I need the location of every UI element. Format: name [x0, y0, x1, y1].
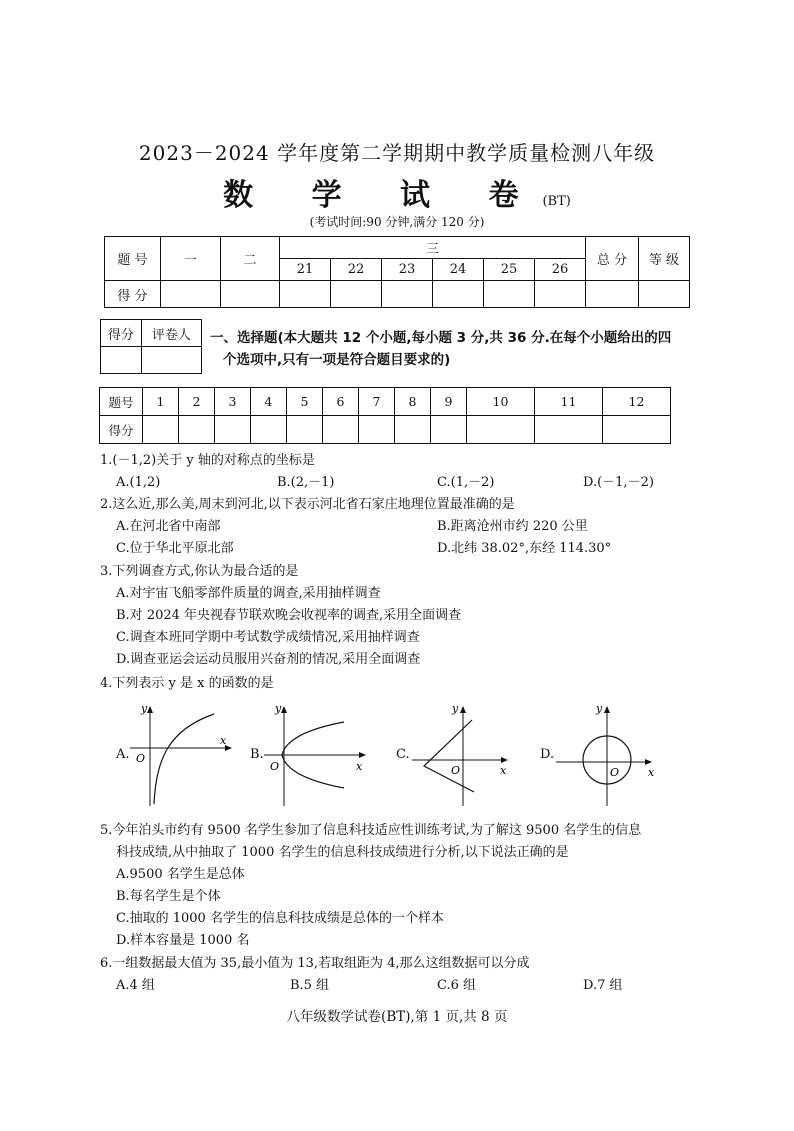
graph-a-y-label: y	[141, 702, 148, 715]
graph-d-origin: O	[610, 766, 620, 779]
section1-line2: 个选项中,只有一项是符合题目要求的)	[223, 352, 451, 368]
answer-cell[interactable]	[251, 416, 287, 444]
section1-line1: 一、选择题(本大题共 12 个小题,每小题 3 分,共 36 分.在每个小题给出的四	[210, 330, 672, 346]
answer-table-number: 9	[431, 388, 467, 416]
score-table-sub-col: 24	[433, 259, 484, 281]
answer-table-number: 12	[602, 388, 670, 416]
question-2-stem: 2.这么近,那么美,周末到河北,以下表示河北省石家庄地理位置最准确的是	[100, 497, 515, 512]
answer-cell[interactable]	[143, 416, 179, 444]
score-cell[interactable]	[161, 281, 221, 308]
question-5-option-c[interactable]: C.抽取的 1000 名学生的信息科技成绩是总体的一个样本	[116, 911, 444, 926]
answer-table-number: 10	[467, 388, 535, 416]
graph-c-y-label: y	[452, 702, 459, 715]
graph-a	[128, 700, 238, 808]
graph-a-origin: O	[136, 752, 146, 765]
answer-table-number: 2	[179, 388, 215, 416]
answer-cell[interactable]	[359, 416, 395, 444]
question-4-option-d[interactable]: D.	[540, 747, 555, 762]
question-2-option-a[interactable]: A.在河北省中南部	[116, 519, 221, 534]
question-4-stem: 4.下列表示 y 是 x 的函数的是	[100, 676, 274, 691]
graph-b	[262, 700, 372, 808]
graph-c-x-arrow	[501, 757, 508, 763]
score-table-label-number: 题 号	[105, 237, 161, 281]
score-table-sub-col: 23	[382, 259, 433, 281]
grader-box-grader-label: 评卷人	[141, 320, 201, 347]
answer-cell[interactable]	[395, 416, 431, 444]
answer-cell[interactable]	[215, 416, 251, 444]
question-1-option-c[interactable]: C.(1,－2)	[437, 475, 495, 490]
grader-box-score-label: 得分	[101, 320, 142, 347]
question-6-option-a[interactable]: A.4 组	[116, 978, 155, 993]
edition-label: (BT)	[542, 194, 571, 209]
answer-table-label-score: 得分	[100, 416, 143, 444]
question-5-stem-line1: 5.今年泊头市约有 9500 名学生参加了信息科技适应性训练考试,为了解这 9500 名学生的信息	[100, 823, 642, 838]
grader-box-score-cell[interactable]	[101, 347, 142, 374]
question-3-option-d[interactable]: D.调查亚运会运动员服用兴奋剂的情况,采用全面调查	[116, 652, 421, 667]
question-5-option-a[interactable]: A.9500 名学生是总体	[116, 867, 245, 882]
question-3-option-a[interactable]: A.对宇宙飞船零部件质量的调查,采用抽样调查	[116, 586, 381, 601]
answer-table-number: 11	[534, 388, 602, 416]
graph-a-y-arrow	[147, 706, 153, 713]
score-table-grade: 等 级	[639, 237, 690, 281]
question-1-option-a[interactable]: A.(1,2)	[116, 475, 161, 490]
graph-c-origin: O	[451, 764, 461, 777]
score-cell[interactable]	[639, 281, 690, 308]
question-1-stem: 1.(－1,2)关于 y 轴的对称点的坐标是	[100, 453, 315, 468]
question-6-option-c[interactable]: C.6 组	[437, 978, 477, 993]
graph-c-curve	[424, 720, 474, 792]
score-table-total: 总 分	[586, 237, 639, 281]
question-4-option-c[interactable]: C.	[396, 747, 410, 762]
graph-d-y-label: y	[596, 702, 603, 715]
answer-cell[interactable]	[287, 416, 323, 444]
answer-cell[interactable]	[467, 416, 535, 444]
answer-cell[interactable]	[323, 416, 359, 444]
answer-table-label-number: 题号	[100, 388, 143, 416]
answer-table-number: 8	[395, 388, 431, 416]
question-3-stem: 3.下列调查方式,你认为最合适的是	[100, 564, 299, 579]
grader-box-grader-cell[interactable]	[141, 347, 201, 374]
exam-title: 2023－2024 学年度第二学期期中教学质量检测八年级	[138, 141, 656, 165]
question-6-option-b[interactable]: B.5 组	[290, 978, 330, 993]
answer-cell[interactable]	[534, 416, 602, 444]
score-table-col-1: 一	[161, 237, 221, 281]
question-2-option-d[interactable]: D.北纬 38.02°,东经 114.30°	[437, 541, 612, 556]
page-footer: 八年级数学试卷(BT),第 1 页,共 8 页	[286, 1009, 508, 1025]
graph-b-x-arrow	[359, 752, 366, 758]
score-cell[interactable]	[433, 281, 484, 308]
score-cell[interactable]	[331, 281, 382, 308]
answer-cell[interactable]	[431, 416, 467, 444]
graph-d-y-arrow	[604, 706, 610, 713]
score-table-col-3: 三	[280, 237, 586, 259]
answer-table-number: 1	[143, 388, 179, 416]
graph-b-x-label: x	[356, 760, 363, 773]
question-5-option-d[interactable]: D.样本容量是 1000 名	[116, 933, 250, 948]
graph-d	[552, 700, 662, 808]
question-6-stem: 6.一组数据最大值为 35,最小值为 13,若取组距为 4,那么这组数据可以分成	[100, 956, 530, 971]
answer-table-number: 4	[251, 388, 287, 416]
answer-cell[interactable]	[179, 416, 215, 444]
score-cell[interactable]	[280, 281, 331, 308]
score-cell[interactable]	[382, 281, 433, 308]
section1-heading	[210, 327, 700, 371]
graph-c-y-arrow	[460, 706, 466, 713]
question-5-stem-line2: 科技成绩,从中抽取了 1000 名学生的信息科技成绩进行分析,以下说法正确的是	[116, 845, 569, 860]
question-5-option-b[interactable]: B.每名学生是个体	[116, 889, 221, 904]
score-cell[interactable]	[586, 281, 639, 308]
graph-b-origin: O	[270, 760, 280, 773]
score-table-sub-col: 26	[535, 259, 586, 281]
graph-b-y-label: y	[275, 702, 282, 715]
question-2-option-c[interactable]: C.位于华北平原北部	[116, 541, 234, 556]
graph-c	[408, 700, 518, 808]
graph-a-x-label: x	[220, 734, 227, 747]
score-table-col-2: 二	[221, 237, 280, 281]
graph-c-x-label: x	[500, 764, 507, 777]
question-2-option-b[interactable]: B.距离沧州市约 220 公里	[437, 519, 588, 534]
question-3-option-c[interactable]: C.调查本班同学期中考试数学成绩情况,采用抽样调查	[116, 630, 420, 645]
score-table-sub-col: 21	[280, 259, 331, 281]
score-table	[104, 236, 690, 308]
graph-d-x-label: x	[648, 766, 655, 779]
score-cell[interactable]	[535, 281, 586, 308]
question-4-option-a[interactable]: A.	[116, 747, 130, 762]
question-1-option-d[interactable]: D.(－1,－2)	[583, 475, 654, 490]
answer-table-number: 5	[287, 388, 323, 416]
score-table-sub-col: 25	[484, 259, 535, 281]
question-3-option-b[interactable]: B.对 2024 年央视春节联欢晚会收视率的调查,采用全面调查	[116, 608, 462, 623]
subject-name: 数 学 试 卷	[223, 178, 543, 213]
answer-table	[99, 387, 671, 444]
graph-d-x-arrow	[645, 759, 652, 765]
graph-b-y-arrow	[281, 706, 287, 713]
answer-table-number: 6	[323, 388, 359, 416]
answer-table-number: 7	[359, 388, 395, 416]
score-table-label-score: 得 分	[105, 281, 161, 308]
score-table-sub-col: 22	[331, 259, 382, 281]
graph-a-curve	[154, 714, 214, 804]
question-4-option-b[interactable]: B.	[250, 747, 264, 762]
time-info: (考试时间:90 分钟,满分 120 分)	[309, 215, 485, 229]
question-6-option-d[interactable]: D.7 组	[583, 978, 623, 993]
score-cell[interactable]	[221, 281, 280, 308]
answer-table-number: 3	[215, 388, 251, 416]
question-1-option-b[interactable]: B.(2,－1)	[277, 475, 335, 490]
subject-title	[0, 170, 794, 214]
answer-cell[interactable]	[602, 416, 670, 444]
score-cell[interactable]	[484, 281, 535, 308]
grader-box	[100, 319, 202, 374]
